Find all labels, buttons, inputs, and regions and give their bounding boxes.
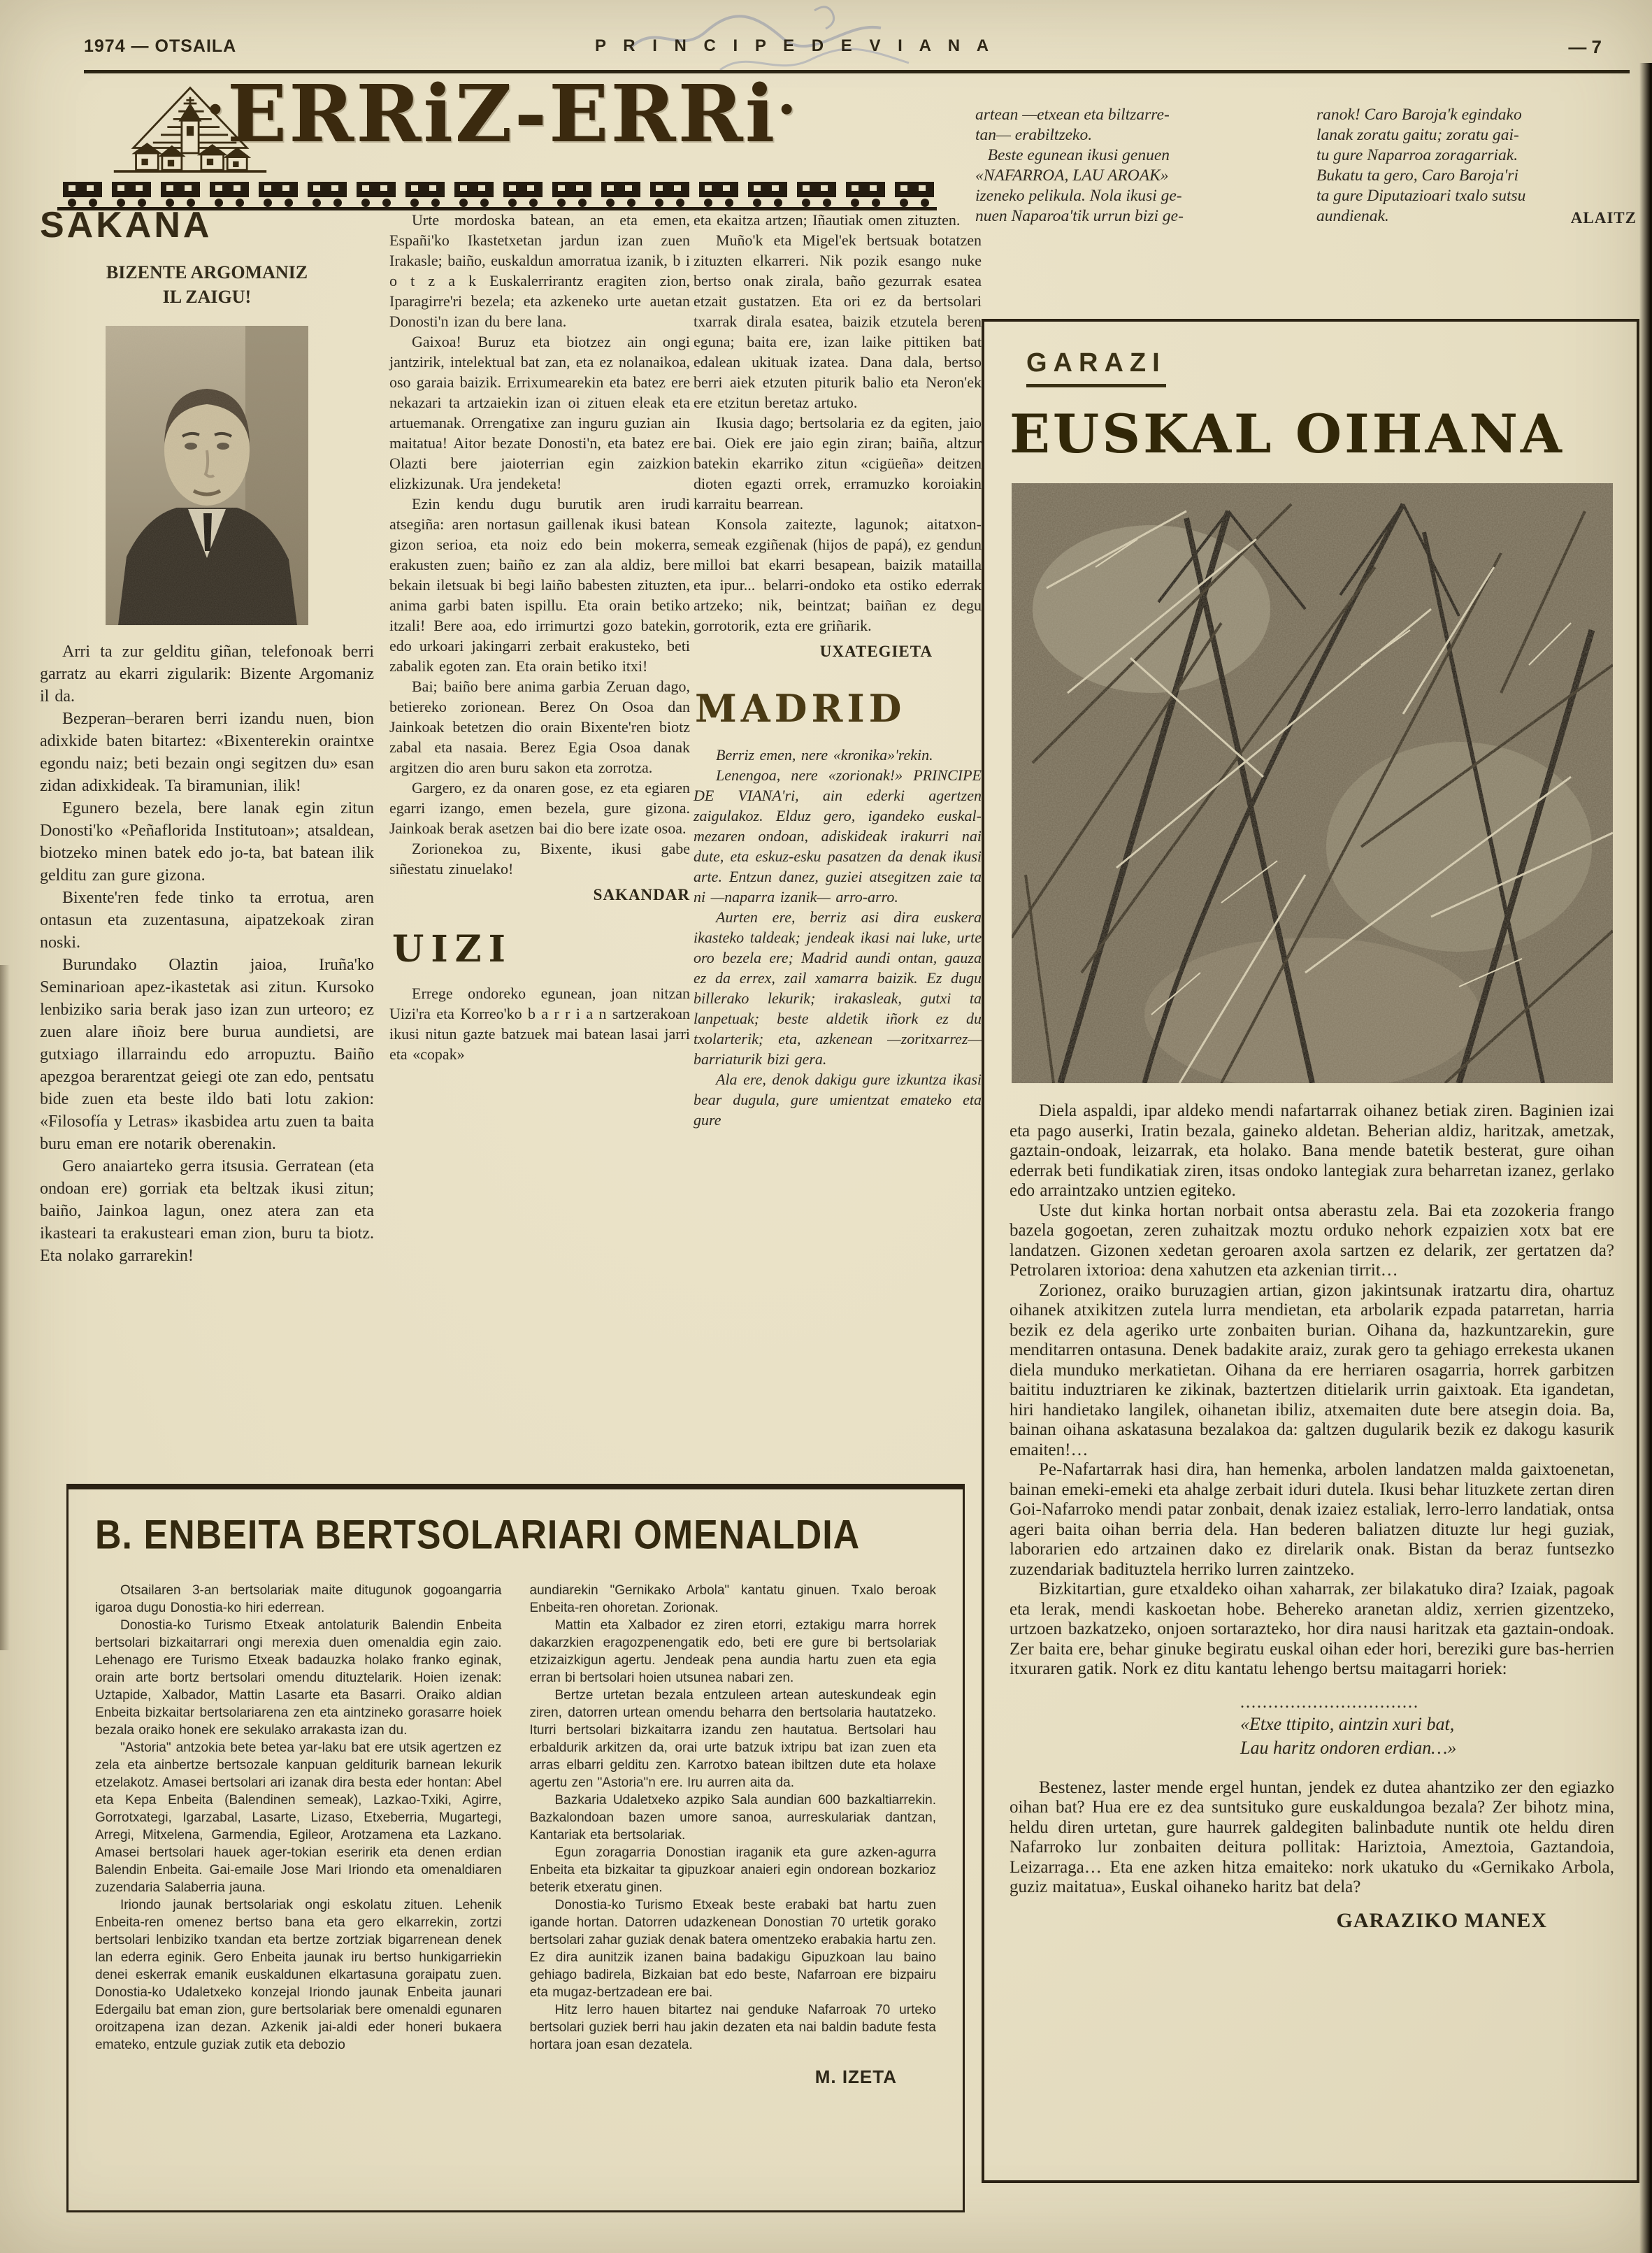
text-line: «NAFARROA, LAU AROAK» (975, 166, 1169, 185)
uizi-body (389, 983, 690, 1064)
page-number: — 7 (1568, 36, 1602, 57)
enbeita-column-1 (95, 1582, 502, 2088)
paragraph: Diela aspaldi, ipar aldeko mendi nafartarrak oihanez betiak ziren. Baginien izai eta pago auserki, Iratin bezala, gaineko aldetan. Beherian aldiz, haritzak, ametzak, gaztain-ondoak, leizarrak, eta holako. Bana mende batetik besterat, gure oihan ederrak beti fundikatiak ziren, itsas ondoko lantegiak zura beharretan izanez, gerlako edo arraintzako untzien egiteko. (1010, 1101, 1614, 1200)
issue-date: 1974 — OTSAILA (84, 36, 237, 56)
masthead-wordmark: ERRiZ-ERRi (227, 69, 777, 160)
signature-sakandar: SAKANDAR (593, 886, 690, 903)
continuation-lines-b (1316, 105, 1638, 227)
text-line: artean —etxean eta biltzarre- (975, 106, 1170, 124)
sakana-subtitle (40, 260, 374, 309)
sakana-title: SAKANA (40, 205, 213, 245)
paragraph: Lenengoa, nere «zorionak!» PRINCIPE DE VIANA'ri, ain ederki agertzen zaigulakoz. Elduz gero, igandeko euskal-mezaren ondoan, adiskideak irakurri nai dute, eta eskuz-esku pasatzen da denak ikusi arte. Entzun danez, guziei atsegitzen zaie ta ni —naparra izanik— arro-arro. (694, 766, 982, 906)
bertso-quote (1240, 1694, 1614, 1760)
article-enbeita-omenaldia (66, 1484, 965, 2212)
text-line: ranok! Caro Baroja'k egindako (1316, 106, 1522, 124)
paragraph: Ezin kendu dugu burutik aren irudi atsegiña: aren nortasun gaillenak ikusi batean gizon serioa, eta noiz edo bein mokerra, erakusten zuen; baiño ez zan ala aldiz, bere bekain iletsuak bi begi laiño babesten zituzten, anima garbi baten ispillu. Eta orain betiko itzali! Bere aoa, edo irrimurtzi gozo batekin, edo urkoari jakingarri zerbait erakusteko, beti zabalik egoten zan. Eta orain betiko itxi! (389, 495, 690, 675)
paragraph: Arri ta zur gelditu giñan, telefonoak berri garratz au ekarri zigularik: Bizente Argomaniz il da. (40, 643, 374, 706)
paragraph: Ala ere, denok dakigu gure izkuntza ikasi bear dugula, gure umientzat emateko eta gure (694, 1071, 982, 1129)
signature-alaitz: ALAITZ (1570, 209, 1637, 227)
quote-dots: ................................ (1240, 1693, 1419, 1712)
sakana-body (40, 641, 374, 1267)
paragraph: Bezperan–beraren berri izandu nuen, bion adixkide baten bitartez: «Bixenterekin oraintxe egondu naiz; beti bezain ongi segitzen du» esan zidan adixkideak. Ta biramunian, ilik! (40, 710, 374, 796)
masthead-dot-right: · (777, 76, 799, 142)
paragraph: "Astoria" antzokia bete betea yar-laku bat ere utsik agertzen ez zela eta ainbertze bertsozale kanpuan gelditurik barnean lekurik etzelakotz. Amasei bertsolari ari izanak dira besta eder hontan: Abel eta Kepa Enbeita (Balendinen semeak), Lazkao-Txiki, Agirre, Gorrotxategi, Igarzabal, Lasarte, Lizaso, Etxeberria, Mugartegi, Arregi, Mitxelena, Garmendia, Egileor, Arotzamena eta Lazkano. Amasei bertsolari hauek ager-tokian eseririk eta denen erdian Balendin Enbeita. Gai-emaile Jose Mari Iriondo eta omenaldiaren zuzendaria Salaberria jauna. (95, 1740, 502, 1895)
subtitle-line: IL ZAIGU! (162, 287, 252, 308)
paragraph: Muño'k eta Migel'ek bertsuak botatzen zituzten elkarreri. Nik pozik esango nuke bertso onak zirala, baño gezurrak esatea etzait gustatzen. Eta ori ez da bertsolari txarrak dirala esatea, baizik etzutela beren eguna; baita ere, izan laike pittiken bat edalean ukituak izatea. Dana dala, bertso berri aiek etzuten piturik balio eta Neron'ek ere etzitun beretaz artuko. (694, 231, 982, 411)
euskal-oihana-closing (1010, 1778, 1614, 1898)
paragraph: Burundako Olaztin jaioa, Iruña'ko Seminarioan apez-ikastetak asi zitun. Kursoko lenbiziko saria berak jaso izan zun urteoro; ez zuen alare iñoiz bere burua aundietsi, are gutxiago illarraindu edo arropuztu. Baiño apezgoa berarentzat geiegi ote zan edo, pentsatu bide zuen eta beste ildo bati lotu zakion: «Filosofía y Letras» ikasbidea artu zuen ta baita buru eman ere notarik oberenakin. (40, 956, 374, 1154)
paragraph: Mattin eta Xalbador ez ziren etorri, eztakigu marra horrek dakarzkien eragozpenengatik edo, beti ere gure bi bertsolariak etzizaizkigun agertu. Jendeak pena aundia hartu zuen eta egia erran bi bertsolari hoien utsunea nabari zen. (529, 1618, 936, 1685)
madrid-body (694, 745, 982, 1130)
paragraph: Urte mordoska batean, an eta emen, Españi'ko Ikastetxetan jardun izan zuen Irakasle; baiño, euskaldun amorratua izanik, b i o t z a k Euskalerrirantz eragiten zion, Iparagirre'ri bezela; eta azkeneko urte auetan Donosti'n izan du bere lana. (389, 211, 690, 330)
quote-lines (1240, 1712, 1614, 1760)
masthead-title (206, 69, 947, 160)
quote-line: «Etxe ttipito, aintzin xuri bat, (1240, 1713, 1455, 1734)
euskal-oihana-title: EUSKAL OIHANA (1010, 403, 1565, 465)
signature-m-izeta: M. IZETA (814, 2066, 897, 2087)
paragraph: Bizkitartian, gure etxaldeko oihan xaharrak, zer bilakatuko dira? Izaiak, pagoak eta lerak, mendi kaskoetan hobe. Behereko aranetan aldiz, xerrien gizentzeko, urtzoen bazkatzeko, onjoen sortarazteko, hor dira nausi haritzak eta gaztain-ondoak. Zer baita ere, behar ginuke begiratu euskal oihan eder hori, bereziki gure bas-herrien itxuraren gatik. Nork ez ditu kantatu lehengo bertsu maitagarri horiek: (1010, 1580, 1614, 1678)
text-line: izeneko pelikula. Nola ikusi ge- (975, 187, 1182, 205)
article-sakana (40, 204, 374, 1267)
publication-title: P R I N C I P E D E V I A N A (594, 36, 996, 55)
article-sakana-continuation (389, 210, 690, 1064)
continuation-column-a (975, 105, 1297, 227)
portrait-photo-bizente-argomaniz (106, 326, 308, 625)
section-masthead (57, 69, 945, 211)
text-line: tan— erabiltzeko. (975, 126, 1093, 144)
paragraph: Hitz lerro hauen bitartez nai genduke Nafarroak 70 urteko bertsolari guziek berri hau jakin dezaten eta nai baldin badute festa hortara joan esan dezatela. (529, 2003, 936, 2052)
paragraph: Errege ondoreko egunean, joan nitzan Uizi'ra eta Korreo'ko b a r r i a n sartzerakoan ikusi nitun gazte batzuek mai batean lasai jarri eta «copak» (389, 985, 690, 1063)
scan-edge-left (0, 965, 10, 1650)
article-euskal-oihana (982, 319, 1639, 2183)
enbeita-title: B. ENBEITA BERTSOLARIARI OMENALDIA (95, 1512, 861, 1559)
paragraph: eta ekaitza artzen; Iñautiak omen zituzten. (694, 211, 961, 229)
paragraph: Donostia-ko Turismo Etxeak beste erabaki bat hartu zuen igande hortan. Datorren udazkenean Donostian 70 urtetik gorako bertsolari zahar guziak denak batera omentzeko erabakia hartu zen. Ez dira aunitzik izanen baina badakigu Gipuzkoan lau baino gehiago badirela, Bizkaian bat edo beste, Nafarroan ere bizpairu eta mugaz-bertzadean ere bai. (529, 1898, 937, 2000)
paragraph: Aurten ere, berriz asi dira euskera ikasteko taldeak; jendeak ikasi nai luke, urte oro bezela ere; Madrid aundi ontan, gauza ez da errex, zail xamarra baizik. Ez dugu billerako lekurik; irakasleak, gutxi ta lanpetuak; beste aldetik iñork ez du txolarterik; eta, azkenean —zoritxarrez— barriaturik bizi gera. (694, 908, 982, 1068)
paragraph: Gaixoa! Buruz eta biotzez ain ongi jantzirik, intelektual bat zan, eta ez nolanaikoa, oso garaia baizik. Errixumearekin eta batez ere nekazari ta artzaiekin izan oi zituen eleak eta artuemanak. Orrengatixe zan inguru guzian ain maitatua! Aitor bezate Donosti'n, eta batez ere Olazti bere jaioterrian egin zaizkion elizkizunak. Ura jendeketa! (389, 333, 690, 492)
article-uxategieta (694, 210, 982, 1130)
text-line: ta gure Diputazioari txalo sutsu (1316, 187, 1526, 205)
paragraph: Egun zoragarria Donostian iraganik eta gure azken-agurra Enbeita eta bizkaitar ta gipuzkoar anaieri egin ondorean bozkarioz beterik etxeratu ginen. (529, 1845, 936, 1895)
paragraph: Ikusia dago; bertsolaria ez da egiten, jaio bai. Oiek ere jaio egin ziran; baiña, altzur batekin ekarriko zitun «cigüeña» deitzen dioten egazti orrek, erramuzko koroiakin karraitu bearrean. (694, 414, 982, 513)
text-line: lanak zoratu gaitu; zoratu gai- (1316, 126, 1519, 144)
uizi-title: UIZI (392, 928, 512, 971)
scan-edge-right (1639, 63, 1652, 2253)
text-line: aundienak. (1316, 207, 1389, 225)
paragraph: Gargero, ez da onaren gose, ez eta egiaren egarri izango, emen bezela, gure gizona. Jainkoak berak asetzen bai dio bere izate osoa. (389, 779, 690, 837)
text-line: tu gure Naparroa zoragarriak. (1316, 146, 1518, 164)
paragraph: Berriz emen, nere «kronika»'rekin. (716, 746, 933, 764)
paragraph: Iriondo jaunak bertsolariak ongi eskolatu zituen. Lehenik Enbeita-ren omenez bertso bana eta gero elkarrekin, zortzi bertsolari lenbiziko txandan eta bertze zortziak bigarrenean denek lan ederra eginik. Gero Enbeita jaunak iru bertso hunkigarriekin denei eskerrak emanik euskaldunen elkartasuna goraipatu zuen. Donostia-ko Udaletxeko konzejal Iriondo jaunak Enbeita jaunari Edergailu bat eman zion, gure bertsolariak bere omenaldi egunaren oroitzapena izan dezan. Azkenik jai-aldi eder honeri bukaera emateko, entzule guziak zutik eta debozio (95, 1898, 502, 2052)
masthead-dot-left: · (206, 76, 227, 142)
signature-uxategieta: UXATEGIETA (819, 643, 933, 660)
paragraph: Pe-Nafartarrak hasi dira, han hemenka, arbolen landatzen malda gaixtoenetan, bainan emeki-emeki eta ahalge zerbait iduri dutela. Ikusi behar lituzkete zertan diren Goi-Nafarroko mendi patar zonbait, denak izaiez estaliak, lerro-lerro landatiak, ontsa ageri baita oihan berria dela. Han bederen baliatzen dituzte lur hegi guziak, laborarien edo artzainen dako ez direlarik onak. Bistan da beraz funtsezko zuzendariak badituztela herriko lurren zaintzeko. (1010, 1460, 1614, 1579)
paragraph: Bestenez, laster mende ergel huntan, jendek ez dutea ahantziko zer den egiazko oihan bat? Hua ere ez dea suntsituko gure euskaldungoa bezala? Zer bihotz mina, heldu diren urtetan, gure haurrek galdegiten balinbadute nuntik ote heldu diren Nafarroko lur zonbaiten deitura pollitak: Hariztoia, Ameztoia, Gaztandoia, Leizarraga… Eta ene azken hitza emaiteko: nork ukatuko du «Gernikako Arbola, guziz maitatua», Euskal oihaneko haritz bat dela? (1010, 1778, 1614, 1896)
text-line: Bukatu ta gero, Caro Baroja'ri (1316, 166, 1518, 185)
paragraph: Zorionez, oraiko buruzagien artian, gizon jakintsunak iratzartu dira, ohartuz oihanek atxikitzen zutela lurra mendietan, eta arbolarik ezpada patarretan, harria bezik ez dela ageriko urte zonbaiten burian. Oihana da, hazkuntzarekin, gure menditarren ontasuna. Denek badakite araiz, zurak gero ta gehiago errekesta ukanen diela munduko merkatietan. Oihana da ere herriaren osagarria, horrek garbitzen baititu induztriaren ke zikinak, baztertzen ditielarik urrin gaixtoak. Eta igandetan, hiri handietako langilek, oihanetan ibiliz, atxemaiten dute bere atsegin doia. Ba, bainan oihana askatasuna bezalakoa da: galtzen dugularik bezik ez dakogu kasurik emaiten!… (1010, 1280, 1614, 1459)
paragraph: Bixente'ren fede tinko ta errotua, aren ontasun eta zuzentasuna, aipatzekoak ziran noski. (40, 889, 374, 952)
enbeita-column-2 (530, 1582, 937, 2088)
article-continuation-alaitz (975, 105, 1638, 259)
enbeita-col2-body (530, 1582, 937, 2054)
page-header (84, 36, 1630, 64)
madrid-title: MADRID (695, 686, 906, 731)
text-line: Beste egunean ikusi genuen (975, 146, 1170, 164)
column2-body (389, 210, 690, 879)
paragraph: Zorionekoa zu, Bixente, ikusi gabe siñestatu zinuelako! (389, 840, 690, 878)
paragraph: aundiarekin "Gernikako Arbola" kantatu ginuen. Txalo beroak Enbeita-ren ohoretan. Zorionak. (529, 1583, 936, 1615)
signature-garaziko-manex: GARAZIKO MANEX (1336, 1908, 1547, 1932)
column3-body (694, 210, 982, 636)
continuation-column-b (1316, 105, 1638, 227)
paragraph: Donostia-ko Turismo Etxeak antolaturik Balendin Enbeita bertsolari bizkaitarrari ongi merexia duen omenaldia egin zaio. Lehenago ere Turismo Etxeak badauzka holako franko eginak, orain arte bortz bertsolari omendu dituztelarik. Hoien izenak: Uztapide, Xalbador, Mattin Lasarte eta Basarri. Oraiko aldian Enbeita bizkaitar bertsolariarena zen eta aintzineko gorasarre hoiek bezala oraiko honek ere sekulako arrakasta izan du. (95, 1618, 502, 1738)
paragraph: Otsailaren 3-an bertsolariak maite ditugunok gogoangarria igaroa dugu Donostia-ko hiri ederrean. (95, 1583, 502, 1615)
paragraph: Uste dut kinka hortan norbait ontsa aberastu zela. Bai eta zozokeria frango bazela gogoetan, zeren zuhaitzak moztu orduko nehork ezpaizien xotx bat ere landatzen. Gizonen xedetan geroaren axola sartzen ez delarik, zer gertatzen da? Petrolaren ixtorioa: dena xahutzen eta azkenian tirrit… (1010, 1201, 1614, 1280)
paragraph: Bai; baiño bere anima garbia Zeruan dago, betiereko zorionean. Berez On Osoa dan Jainkoak betetzen dio orain Bixente'ren biotz zabal eta nasaia. Berez Egia Osoa danak argitzen dio aren buru sakon eta zorrotza. (389, 678, 690, 776)
paragraph: Bertze urtetan bezala entzuleen artean auteskundeak egin ziren, datorren urtean omendu beharra den bertsolaria hautatzeko. Iturri bertsolari bizkaitarra izandu zen hautatua. Bertsolari hau erbaldurik arkitzen da, orai urte batzuk ixtripu bat izan zuen eta arras elbarri gelditu zen. Karrotxo batean ibiltzen dute eta holaxe agertu zen "Astoria"n ere. Iru aurren aita da. (529, 1688, 936, 1790)
quote-line: Lau haritz ondoren erdian…» (1240, 1737, 1457, 1758)
garazi-kicker: GARAZI (1026, 348, 1166, 387)
paragraph: Gero anaiarteko gerra itsusia. Gerratean (eta ondoan ere) gorriak eta beltzak ikusi zitun; baiño, Jainkoa lagun, onez atera zan eta ikasteari ta erakusteari eman zion, buru ta biotz. Eta nolako garrarekin! (40, 1157, 374, 1266)
paragraph: Bazkaria Udaletxeko azpiko Sala aundian 600 bazkaltiarrekin. Bazkalondoan bazen umore sanoa, aurreskulariak dantzan, Kantariak eta bertsolariak. (529, 1793, 936, 1843)
subtitle-line: BIZENTE ARGOMANIZ (106, 262, 308, 282)
euskal-oihana-body (1010, 1101, 1614, 1680)
enbeita-col1-body (95, 1582, 502, 2054)
forest-branches-photo (1012, 483, 1613, 1083)
paragraph: Egunero bezela, bere lanak egin zitun Donosti'ko «Peñaflorida Institutoan»; atsaldean, biotzeko minen batek edo jo-ta, bat batean ilik gelditu zan gure gizona. (40, 799, 374, 885)
text-line: nuen Naparoa'tik urrun bizi ge- (975, 207, 1184, 225)
paragraph: Konsola zaitezte, lagunok; aitatxon-semeak ezgiñenak (hijos de papá), ez gendun milloi bat ekarri besapean, baizik matailla eta ipur... belarri-ondoko eta ostiko ederrak artzeko; nik, beintzat; baiñan ez degu gorrotorik, ezta ere griñarik. (694, 515, 982, 634)
